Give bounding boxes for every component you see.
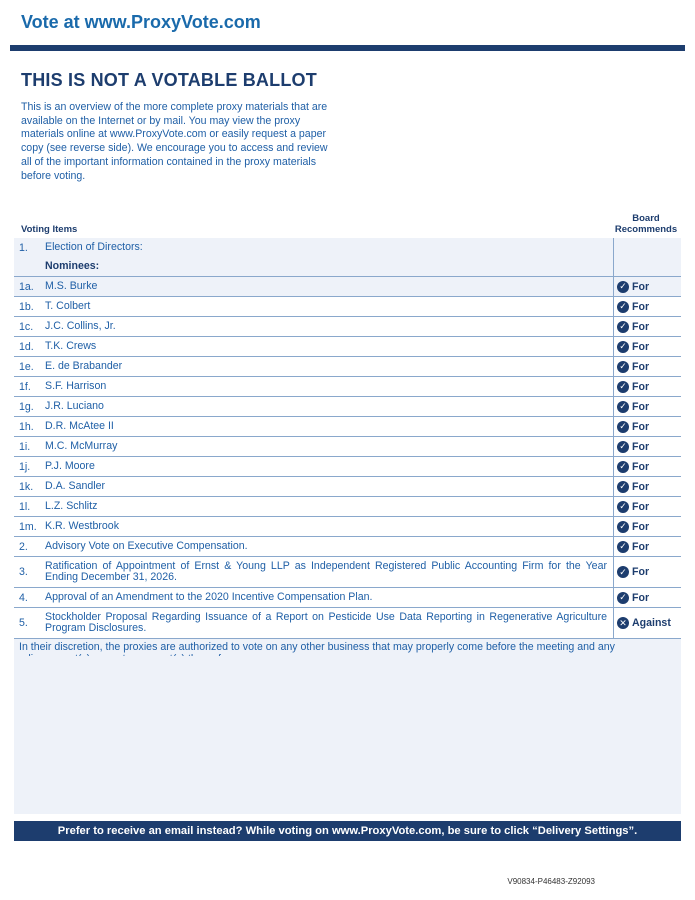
nominees-label: Nominees:: [45, 259, 100, 272]
voting-item-row: [14, 517, 681, 537]
recommendation-label: For: [632, 360, 650, 373]
recommendation-label: For: [632, 591, 650, 604]
voting-item: [14, 517, 613, 536]
voting-item: [14, 557, 613, 587]
item-text: T.K. Crews: [45, 339, 97, 352]
recommendation-label: For: [632, 440, 650, 453]
voting-item-row: [14, 397, 681, 417]
item-text: D.R. McAtee II: [45, 419, 114, 432]
header-title: Vote at www.ProxyVote.com: [21, 12, 261, 32]
recommendation-cell: [613, 457, 681, 476]
item-number: 5.: [19, 617, 28, 629]
item-number: 1l.: [19, 500, 31, 513]
item-number: 4.: [19, 591, 28, 604]
item-number: 1c.: [19, 320, 34, 333]
item-number: 1b.: [19, 300, 34, 313]
recommendation-label: For: [632, 540, 650, 553]
item-text: Stockholder Proposal Regarding Issuance of a Report on Pesticide Use Data Reporting in Regenerative Agriculture Program Disclosures.: [45, 610, 607, 634]
check-circle-icon: ✓: [617, 592, 629, 604]
voting-table: [14, 238, 681, 669]
recommendation-label: Against: [632, 617, 671, 629]
voting-rows: [14, 277, 681, 639]
voting-item-row: [14, 537, 681, 557]
recommendation-cell: [613, 437, 681, 456]
intro-paragraph: This is an overview of the more complete proxy materials that are available on the Internet or by mail. You may view the proxy materials online at www.ProxyVote.com or easily request a paper copy (see reverse side). We encourage you to access and review all of the important information contained in the proxy materials before voting.: [21, 101, 328, 182]
voting-item: [14, 497, 613, 516]
check-circle-icon: ✓: [617, 381, 629, 393]
check-circle-icon: ✓: [617, 281, 629, 293]
recommendation-cell: [613, 608, 681, 638]
recommendation-cell: [613, 357, 681, 376]
recommendation-cell: [613, 588, 681, 607]
recommendation-label: For: [632, 340, 650, 353]
recommendation-cell: [613, 297, 681, 316]
item-number: 1k.: [19, 480, 34, 493]
voting-item-row: [14, 608, 681, 639]
voting-item-row: [14, 317, 681, 337]
item-text: K.R. Westbrook: [45, 519, 119, 532]
recommendation-label: For: [632, 300, 650, 313]
item-text: Advisory Vote on Executive Compensation.: [45, 539, 248, 552]
recommendation-label: For: [632, 480, 650, 493]
item-number: 1f.: [19, 380, 31, 393]
item-text: Election of Directors:: [45, 240, 143, 253]
item-text: L.Z. Schlitz: [45, 499, 98, 512]
check-circle-icon: ✓: [617, 301, 629, 313]
recommendation-label: For: [632, 566, 650, 578]
item-text: S.F. Harrison: [45, 379, 107, 392]
voting-item: [14, 397, 613, 416]
voting-item-row: [14, 437, 681, 457]
ballot-title: THIS IS NOT A VOTABLE BALLOT: [21, 70, 317, 90]
voting-item: [14, 437, 613, 456]
item-number: 1h.: [19, 420, 34, 433]
recommendation-cell: [613, 397, 681, 416]
item-number: 1g.: [19, 400, 34, 413]
recommendation-label: For: [632, 520, 650, 533]
recommendation-cell: [613, 517, 681, 536]
voting-item-row: [14, 477, 681, 497]
voting-item: [14, 297, 613, 316]
item-text: D.A. Sandler: [45, 479, 106, 492]
item-text: Approval of an Amendment to the 2020 Incentive Compensation Plan.: [45, 590, 373, 603]
check-circle-icon: ✓: [617, 481, 629, 493]
document-code: V90834-P46483-Z92093: [507, 877, 595, 886]
voting-item-row: [14, 497, 681, 517]
board-header-line2: Recommends: [614, 224, 678, 235]
check-circle-icon: ✓: [617, 461, 629, 473]
check-circle-icon: ✓: [617, 361, 629, 373]
check-circle-icon: ✓: [617, 521, 629, 533]
check-circle-icon: ✓: [617, 401, 629, 413]
recommendation-label: For: [632, 320, 650, 333]
check-circle-icon: ✓: [617, 421, 629, 433]
check-circle-icon: ✓: [617, 566, 629, 578]
recommendation-cell: [613, 477, 681, 496]
check-circle-icon: ✓: [617, 541, 629, 553]
voting-item: [14, 337, 613, 356]
recommendation-label: For: [632, 420, 650, 433]
voting-item-row: [14, 457, 681, 477]
item-text: J.R. Luciano: [45, 399, 104, 412]
recommendation-label: For: [632, 400, 650, 413]
item-text: E. de Brabander: [45, 359, 123, 372]
voting-item: [14, 588, 613, 607]
item-number: 1m.: [19, 520, 37, 533]
check-circle-icon: ✓: [617, 441, 629, 453]
item-number: 1d.: [19, 340, 34, 353]
voting-item-row: [14, 277, 681, 297]
voting-item: [14, 608, 613, 638]
recommendation-label: For: [632, 280, 650, 293]
board-header-line1: Board: [632, 213, 660, 224]
nominees-item: [14, 257, 613, 276]
discretion-note: In their discretion, the proxies are authorized to vote on any other business that may properly come before the meeting and any: [14, 639, 681, 669]
voting-item: [14, 477, 613, 496]
recommendation-label: For: [632, 500, 650, 513]
recommendation-cell: [613, 317, 681, 336]
item-number: 2.: [19, 540, 28, 553]
item-number: 3.: [19, 566, 28, 578]
voting-item-row: [14, 357, 681, 377]
item-number: 1.: [19, 241, 28, 254]
recommendation-label: For: [632, 460, 650, 473]
recommendation-cell: [613, 238, 681, 257]
item-number: 1e.: [19, 360, 34, 373]
check-circle-icon: ✓: [617, 321, 629, 333]
item-text: M.S. Burke: [45, 279, 98, 292]
recommendation-cell: [613, 557, 681, 587]
voting-item-row: [14, 377, 681, 397]
voting-item-row: [14, 588, 681, 608]
item-text: Ratification of Appointment of Ernst & Young LLP as Independent Registered Public Accounting Firm for the Year Ending December 31, 2026.: [45, 559, 607, 583]
item-number: 1a.: [19, 280, 34, 293]
recommendation-cell: [613, 497, 681, 516]
election-row: [14, 238, 681, 257]
election-item: [14, 238, 613, 257]
recommendation-cell: [613, 337, 681, 356]
voting-item-row: [14, 297, 681, 317]
voting-item-row: [14, 417, 681, 437]
voting-item-row: [14, 337, 681, 357]
recommendation-cell: [613, 417, 681, 436]
voting-items-header: Voting Items: [21, 224, 78, 235]
recommendation-cell: [613, 257, 681, 276]
header-rule: [10, 45, 685, 51]
recommendation-cell: [613, 537, 681, 556]
recommendation-cell: [613, 377, 681, 396]
voting-item: [14, 317, 613, 336]
voting-item: [14, 457, 613, 476]
x-circle-icon: ✕: [617, 617, 629, 629]
voting-item-row: [14, 557, 681, 588]
delivery-settings-banner: Prefer to receive an email instead? While voting on www.ProxyVote.com, be sure to click “Delivery Settings”.: [14, 821, 681, 841]
nominees-row: [14, 257, 681, 277]
check-circle-icon: ✓: [617, 501, 629, 513]
item-text: M.C. McMurray: [45, 439, 118, 452]
voting-item: [14, 537, 613, 556]
item-number: 1j.: [19, 460, 31, 473]
recommendation-label: For: [632, 380, 650, 393]
check-circle-icon: ✓: [617, 341, 629, 353]
recommendation-cell: [613, 277, 681, 296]
item-text: T. Colbert: [45, 299, 91, 312]
item-text: J.C. Collins, Jr.: [45, 319, 116, 332]
voting-item: [14, 357, 613, 376]
blank-area: [14, 656, 681, 814]
voting-item: [14, 377, 613, 396]
item-text: P.J. Moore: [45, 459, 95, 472]
voting-item: [14, 417, 613, 436]
item-number: 1i.: [19, 440, 31, 453]
voting-item: [14, 277, 613, 296]
board-recommends-header: [612, 213, 680, 235]
